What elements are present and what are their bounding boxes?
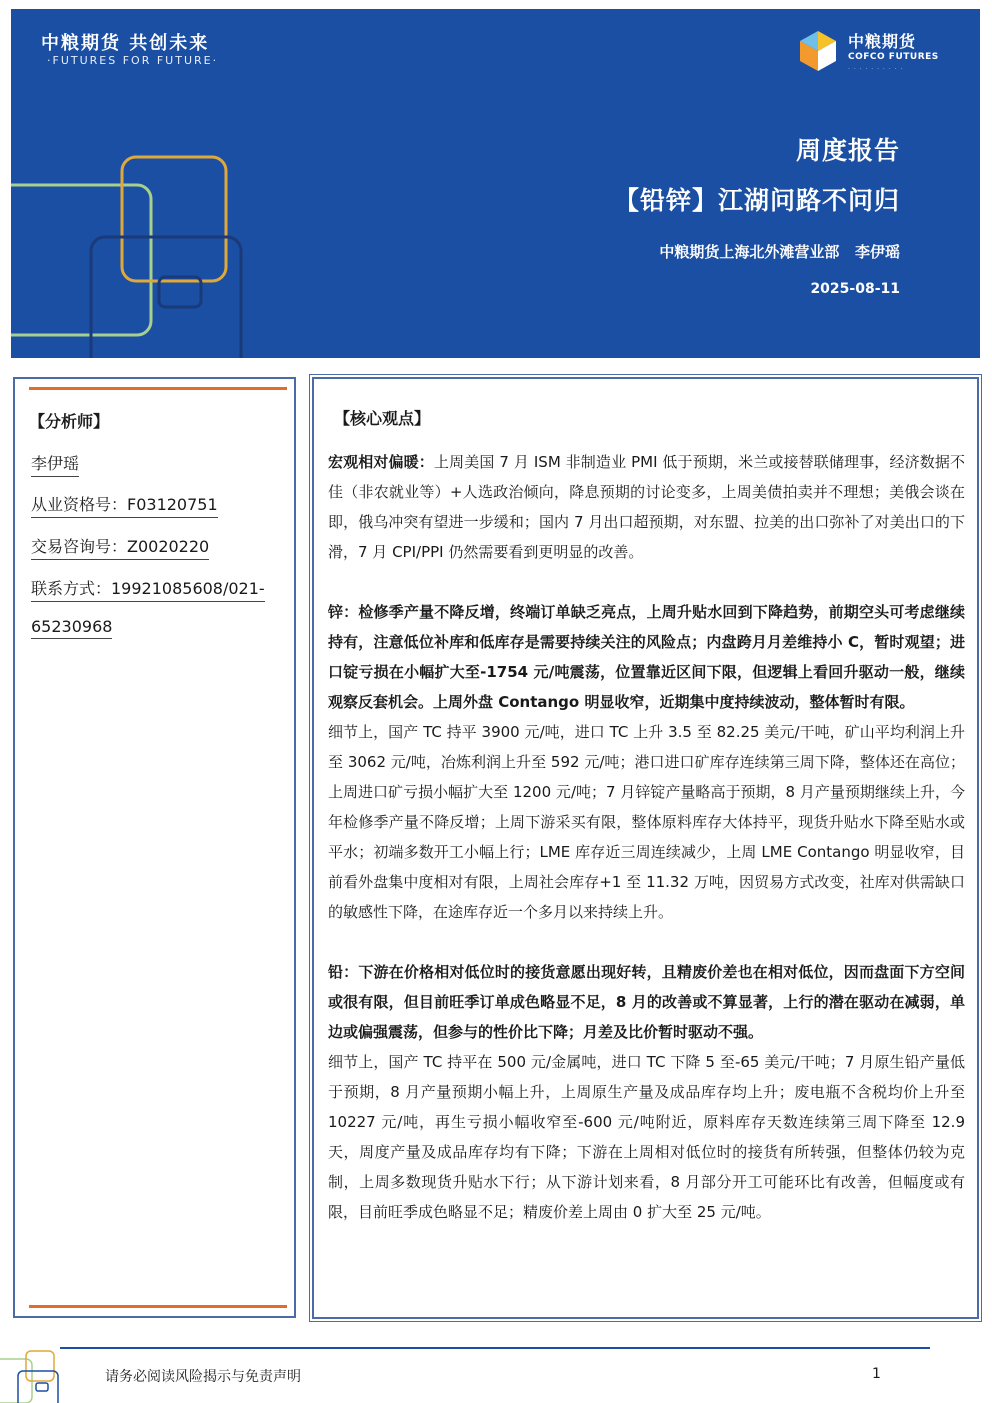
lead-detail: 细节上，国产 TC 持平在 500 元/金属吨，进口 TC 下降 5 至-65 美元/干吨；7 月原生铅产量低于预期，8 月产量预期小幅上升，上周原生产量及成品库存均上升；废电瓶不含税均价上升至 10227 元/吨，再生亏损小幅收窄至-600 元/吨附近，原料库存天数连续第三周下降至 12.9 天，周度产量及成品库存均有下降；下游在上周相对低位时的接货有所转强，但整体仍较为克制，上周多数现货升贴水下行；从下游计划来看，8 月部分开工可能环比有改善，但幅度或有限，目前旺季成色略显不足；精废价差上周由 0 扩大至 25 元/吨。 (328, 1053, 965, 1221)
report-title: 【铅锌】江湖问路不问归 (613, 186, 900, 215)
page-number: 1 (872, 1366, 881, 1382)
zinc-summary: 锌：检修季产量不降反增，终端订单缺乏亮点，上周升贴水回到下降趋势，前期空头可考虑继续持有，注意低位补库和低库存是需要持续关注的风险点；内盘跨月月差维持小 C，暂时观望；进口锭亏损在小幅扩大至-1754 元/吨震荡，位置靠近区间下限，但逻辑上看回升驱动一般，继续观察反套机会。上周外盘 Contango 明显收窄，近期集中度持续波动，整体暂时有限。 (328, 603, 965, 711)
logo-tagline-mark: · · · · · · · · · · (848, 66, 904, 73)
header-banner (11, 9, 980, 358)
core-view-heading: 【核心观点】 (334, 409, 431, 428)
divider-bottom (29, 1305, 287, 1308)
analyst-consult-number: 交易咨询号：Z0020220 (31, 534, 209, 560)
logo-text-cn: 中粮期货 (848, 32, 917, 51)
report-author-line: 中粮期货上海北外滩营业部 李伊瑶 (659, 243, 900, 261)
core-view-content (328, 447, 965, 1227)
analyst-contact: 联系方式：19921085608/021- (31, 576, 265, 602)
cofco-futures-logo (796, 27, 976, 87)
footer-rule (60, 1347, 930, 1349)
brand-slogan-cn: 中粮期货 共创未来 (41, 33, 210, 54)
analyst-panel (13, 377, 296, 1318)
logo-text-en: COFCO FUTURES (848, 52, 939, 62)
core-view-panel (312, 377, 979, 1319)
macro-label: 宏观相对偏暖： (328, 453, 434, 471)
macro-paragraph (328, 447, 965, 567)
brand-slogan-en: ·FUTURES FOR FUTURE· (47, 54, 219, 67)
lead-summary: 铅：下游在价格相对低位时的接货意愿出现好转，且精废价差也在相对低位，因而盘面下方空间或很有限，但目前旺季订单成色略显不足，8 月的改善或不算显著，上行的潜在驱动在减弱，单边或偏强震荡，但参与的性价比下降；月差及比价暂时驱动不强。 (328, 963, 965, 1041)
report-type: 周度报告 (795, 136, 900, 165)
analyst-heading: 【分析师】 (29, 412, 110, 431)
analyst-name: 李伊瑶 (31, 451, 79, 477)
footer-deco-icon (0, 1345, 60, 1403)
disclaimer-note: 请务必阅读风险揭示与免责声明 (105, 1369, 301, 1385)
report-date: 2025-08-11 (810, 281, 900, 297)
analyst-qualification: 从业资格号：F03120751 (31, 492, 218, 518)
divider-top (29, 387, 287, 390)
macro-text: 上周美国 7 月 ISM 非制造业 PMI 低于预期，米兰或接替联储理事，经济数据不佳（非农就业等）+人选政治倾向，降息预期的讨论变多，上周美债拍卖并不理想；美俄会谈在即，俄乌冲突有望进一步缓和；国内 7 月出口超预期，对东盟、拉美的出口弥补了对美出口的下滑，7 月 CPI/PPI 仍然需要看到更明显的改善。 (328, 453, 965, 561)
zinc-detail: 细节上，国产 TC 持平 3900 元/吨，进口 TC 上升 3.5 至 82.25 美元/干吨，矿山平均利润上升至 3062 元/吨，冶炼利润上升至 592 元/吨；港口进口矿库存连续第三周下降，整体还在高位；上周进口矿亏损小幅扩大至 1200 元/吨；7 月锌锭产量略高于预期，8 月产量预期继续上升，今年检修季产量不降反增；上周下游采买有限，整体原料库存大体持平，现货升贴水下降至贴水或平水；初端多数开工小幅上行；LME 库存近三周连续减少，上周 LME Contango 明显收窄，目前看外盘集中度相对有限，上周社会库存+1 至 11.32 万吨，因贸易方式改变，社库对供需缺口的敏感性下降，在途库存近一个多月以来持续上升。 (328, 723, 966, 921)
cofco-logo-icon (796, 29, 840, 73)
analyst-contact-cont: 65230968 (31, 617, 112, 639)
